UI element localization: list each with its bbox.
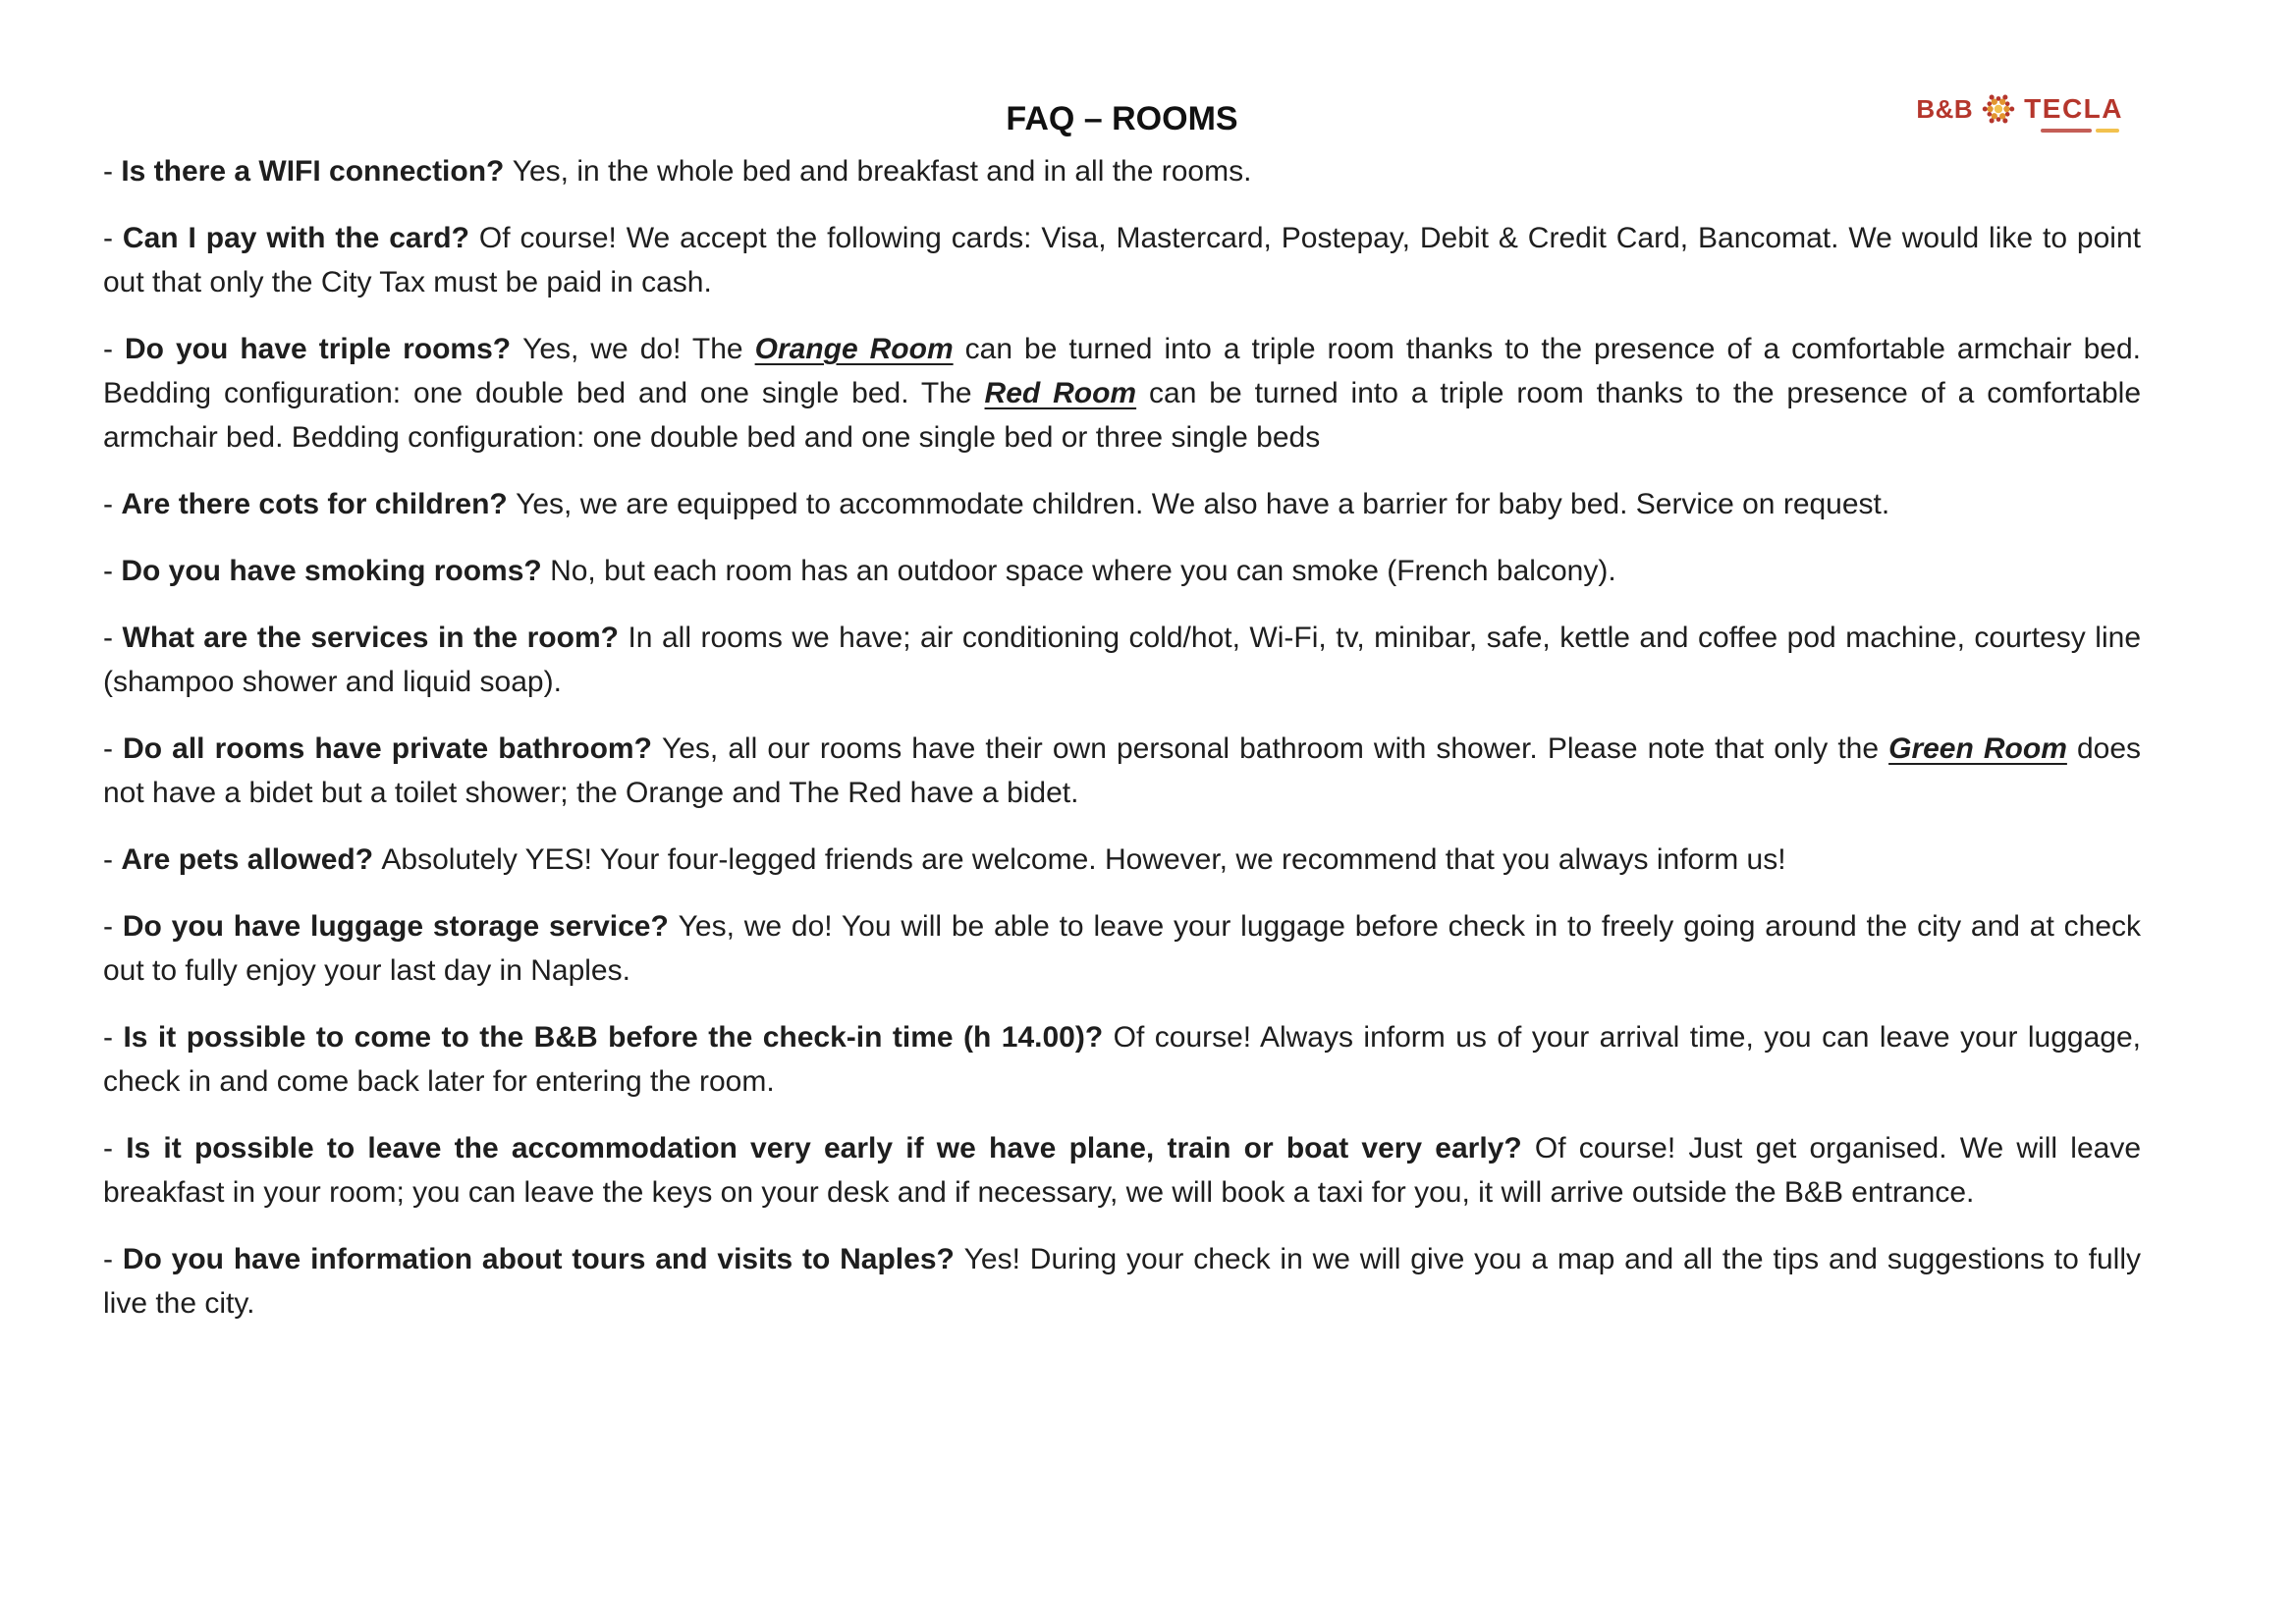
bullet-dash: - bbox=[103, 155, 122, 188]
faq-question: What are the services in the room? bbox=[122, 622, 629, 654]
faq-question: Do you have triple rooms? bbox=[125, 333, 523, 365]
faq-item bbox=[103, 1237, 2141, 1326]
bullet-dash: - bbox=[103, 555, 122, 587]
faq-item bbox=[103, 327, 2141, 460]
faq-item bbox=[103, 482, 2141, 526]
bullet-dash: - bbox=[103, 222, 123, 254]
faq-answer: Yes! During your check in we will give you a map and all the tips and suggestions to fully live the city. bbox=[103, 1243, 2141, 1320]
room-name: Orange Room bbox=[754, 333, 954, 365]
faq-answer: can be turned into a triple room thanks to the presence of a comfortable armchair bed. Bedding configuration: one double bed and one single bed or three single beds bbox=[103, 377, 2142, 454]
bullet-dash: - bbox=[103, 843, 122, 876]
bullet-dash: - bbox=[103, 732, 124, 765]
faq-answer: Yes, all our rooms have their own personal bathroom with shower. Please note that only the bbox=[661, 732, 1889, 765]
faq-question: Do all rooms have private bathroom? bbox=[123, 732, 662, 765]
faq-item bbox=[103, 838, 2141, 882]
bullet-dash: - bbox=[103, 1132, 127, 1164]
faq-question: Do you have luggage storage service? bbox=[122, 910, 679, 943]
faq-list bbox=[103, 149, 2141, 1326]
faq-answer: Yes, we do! The bbox=[522, 333, 755, 365]
faq-answer: can be turned into a triple room thanks to the presence of a comfortable armchair bed. Bedding configuration: one double bed and one single bed. The bbox=[103, 333, 2142, 409]
dotted-flower-star-icon bbox=[1980, 90, 2017, 128]
logo-text-bb: B&B bbox=[1916, 93, 1974, 124]
faq-item bbox=[103, 727, 2141, 815]
bullet-dash: - bbox=[103, 488, 122, 520]
faq-answer: Absolutely YES! Your four-legged friends are welcome. However, we recommend that you always inform us! bbox=[381, 843, 1786, 876]
faq-answer: Of course! Always inform us of your arrival time, you can leave your luggage, check in and come back later for entering the room. bbox=[103, 1021, 2141, 1098]
logo-tagline-yellow-bar bbox=[2096, 129, 2119, 133]
faq-question: Can I pay with the card? bbox=[122, 222, 479, 254]
faq-item bbox=[103, 616, 2141, 704]
faq-question: Is it possible to leave the accommodation very early if we have plane, train or boat very early? bbox=[126, 1132, 1535, 1164]
faq-answer: Of course! We accept the following cards: Visa, Mastercard, Postepay, Debit & Credit Card, Bancomat. We would like to point out that only the City Tax must be paid in cash. bbox=[103, 222, 2141, 298]
faq-answer: does not have a bidet but a toilet shower; the Orange and The Red have a bidet. bbox=[103, 732, 2142, 809]
bullet-dash: - bbox=[103, 910, 123, 943]
logo-text-tecla: TECLA bbox=[2024, 93, 2123, 124]
faq-item bbox=[103, 216, 2141, 304]
faq-item bbox=[103, 549, 2141, 593]
room-name: Green Room bbox=[1888, 732, 2067, 765]
bullet-dash: - bbox=[103, 1243, 123, 1275]
faq-question: Is there a WIFI connection? bbox=[121, 155, 513, 188]
faq-item bbox=[103, 1126, 2141, 1215]
faq-question: Are pets allowed? bbox=[121, 843, 382, 876]
faq-answer: Yes, in the whole bed and breakfast and in all the rooms. bbox=[512, 155, 1252, 188]
faq-question: Do you have smoking rooms? bbox=[121, 555, 551, 587]
faq-answer: Yes, we do! You will be able to leave your luggage before check in to freely going around the city and at check out to fully enjoy your last day in Naples. bbox=[103, 910, 2141, 987]
logo-tagline-red-bar bbox=[2041, 129, 2092, 133]
logo-row bbox=[1916, 90, 2123, 128]
bullet-dash: - bbox=[103, 622, 123, 654]
bullet-dash: - bbox=[103, 1021, 124, 1054]
faq-item bbox=[103, 149, 2141, 193]
bullet-dash: - bbox=[103, 333, 125, 365]
faq-answer: In all rooms we have; air conditioning cold/hot, Wi-Fi, tv, minibar, safe, kettle and coffee pod machine, courtesy line (shampoo shower and liquid soap). bbox=[103, 622, 2142, 698]
faq-answer: No, but each room has an outdoor space where you can smoke (French balcony). bbox=[550, 555, 1616, 587]
page-title: FAQ – ROOMS bbox=[1006, 100, 1238, 137]
faq-item bbox=[103, 904, 2141, 993]
logo-tagline bbox=[2041, 129, 2119, 133]
faq-answer: Yes, we are equipped to accommodate children. We also have a barrier for baby bed. Service on request. bbox=[516, 488, 1890, 520]
faq-question: Do you have information about tours and visits to Naples? bbox=[122, 1243, 964, 1275]
logo bbox=[1916, 90, 2123, 133]
faq-item bbox=[103, 1015, 2141, 1104]
faq-answer: Of course! Just get organised. We will leave breakfast in your room; you can leave the keys on your desk and if necessary, we will book a taxi for you, it will arrive outside the B&B entrance. bbox=[103, 1132, 2141, 1209]
room-name: Red Room bbox=[984, 377, 1137, 409]
faq-question: Are there cots for children? bbox=[121, 488, 517, 520]
faq-question: Is it possible to come to the B&B before the check-in time (h 14.00)? bbox=[123, 1021, 1114, 1054]
